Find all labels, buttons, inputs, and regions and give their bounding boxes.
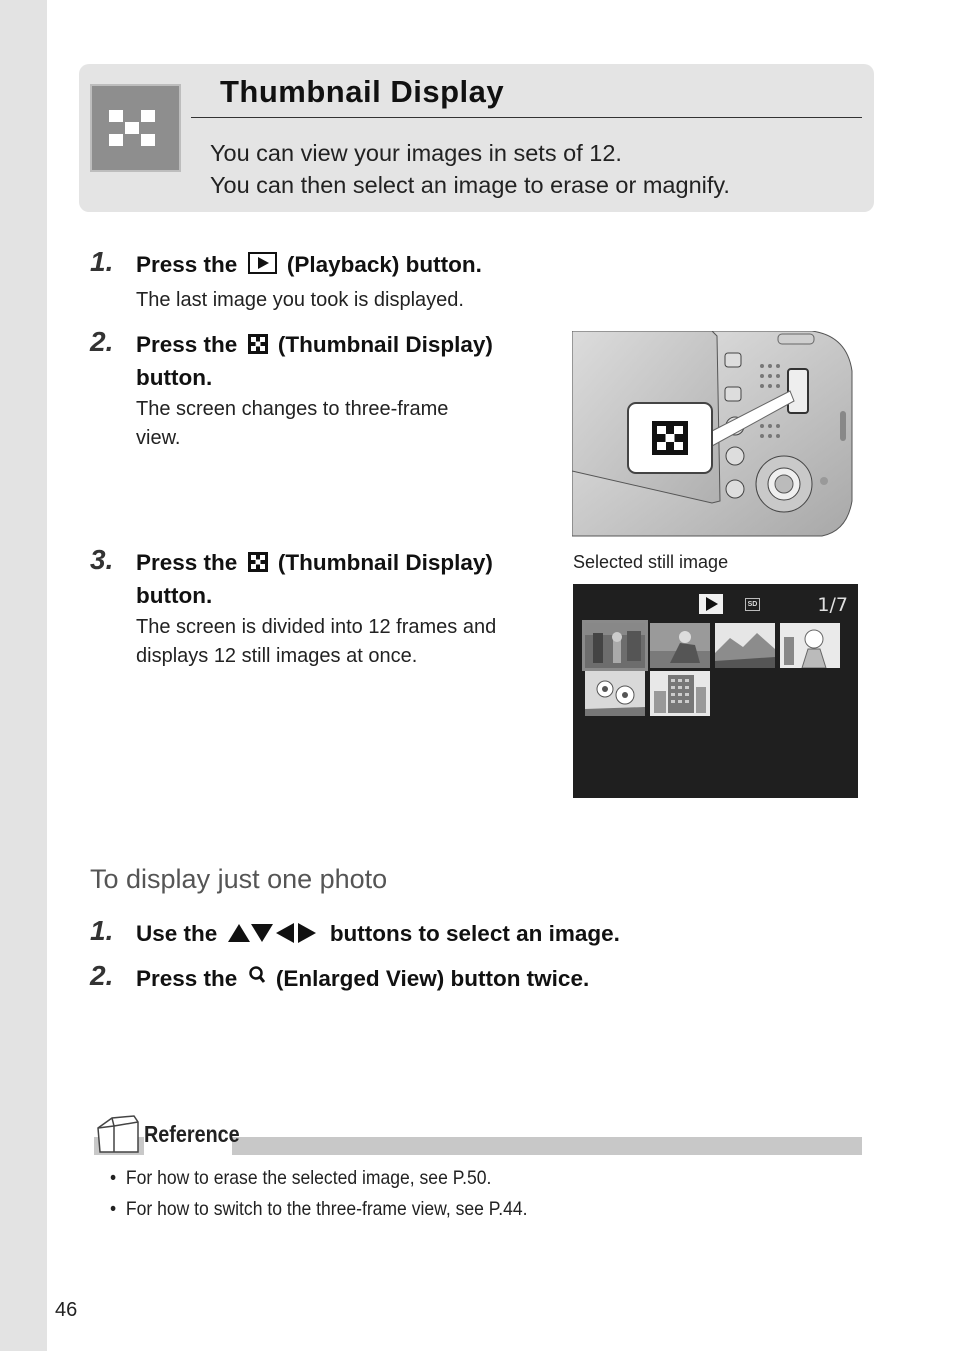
lcd-caption: Selected still image (573, 552, 729, 572)
reference-item-text: For how to switch to the three-frame view, see P.44. (125, 1198, 528, 1220)
step-2-number: 2. (90, 326, 114, 357)
step-1-title-prefix: Press the (136, 252, 238, 277)
thumbnail-4[interactable] (780, 623, 840, 668)
page-number: 46 (55, 1299, 78, 1321)
intro-line-2: You can then select an image to erase or magnify. (210, 172, 730, 198)
step-3-number: 3. (90, 544, 114, 575)
page-title: Thumbnail Display (220, 74, 505, 109)
step-1-title (136, 249, 482, 282)
step-3-title-line2: button. (136, 583, 213, 608)
thumbnail-1-selected[interactable] (585, 623, 645, 668)
step-2-title (136, 329, 493, 393)
camera-illustration (572, 331, 854, 537)
arrow-buttons-icon (228, 920, 320, 951)
left-margin-strip (0, 0, 47, 1351)
section-step-2-title-suffix: (Enlarged View) button twice. (275, 966, 590, 991)
playback-icon (699, 594, 723, 619)
intro-line-1: You can view your images in sets of 12. (210, 140, 622, 166)
step-2-title-line2: button. (136, 365, 213, 390)
playback-icon (248, 251, 277, 282)
section-step-1-title-suffix: buttons to select an image. (329, 921, 620, 946)
reference-item-text: For how to erase the selected image, see P.50. (125, 1167, 492, 1189)
section-step-2-title (136, 963, 589, 996)
reference-item: • For how to switch to the three-frame view, see P.44. (110, 1198, 528, 1220)
step-1-title-suffix: (Playback) button. (286, 252, 482, 277)
thumbnail-5[interactable] (585, 671, 645, 716)
magnifier-icon (248, 965, 266, 996)
section-heading: To display just one photo (90, 864, 388, 894)
step-3-title-suffix: (Thumbnail Display) (277, 550, 493, 575)
thumbnail-6[interactable] (650, 671, 710, 716)
step-2-description-line1: The screen changes to three-frame (136, 398, 449, 420)
step-3-title-prefix: Press the (136, 550, 238, 575)
title-rule (191, 117, 862, 118)
image-counter: 1/7 (817, 594, 848, 616)
thumbnail-display-icon (248, 549, 268, 580)
lcd-screen (573, 584, 858, 798)
step-3-description-line2: displays 12 still images at once. (136, 645, 418, 667)
section-step-2-number: 2. (90, 960, 114, 991)
section-step-2-title-prefix: Press the (136, 966, 238, 991)
reference-item: • For how to erase the selected image, see P.50. (110, 1167, 492, 1189)
thumbnail-display-icon (90, 84, 181, 172)
step-2-title-prefix: Press the (136, 332, 238, 357)
step-2-title-suffix: (Thumbnail Display) (277, 332, 493, 357)
step-3-description (136, 613, 496, 671)
reference-book-icon (94, 1112, 142, 1161)
section-step-1-number: 1. (90, 915, 114, 946)
thumbnail-2[interactable] (650, 623, 710, 668)
step-1-description: The last image you took is displayed. (136, 289, 464, 311)
reference-bar (232, 1137, 862, 1155)
step-3-description-line1: The screen is divided into 12 frames and (136, 616, 497, 638)
reference-label: Reference (144, 1121, 240, 1147)
sd-card-icon: SD (745, 598, 760, 611)
step-3-title (136, 547, 493, 611)
thumbnail-display-icon (248, 331, 268, 362)
step-1-number: 1. (90, 246, 114, 277)
step-2-description (136, 395, 448, 453)
step-2-description-line2: view. (136, 427, 181, 449)
section-step-1-title (136, 918, 620, 951)
section-step-1-title-prefix: Use the (136, 921, 218, 946)
thumbnail-3[interactable] (715, 623, 775, 668)
